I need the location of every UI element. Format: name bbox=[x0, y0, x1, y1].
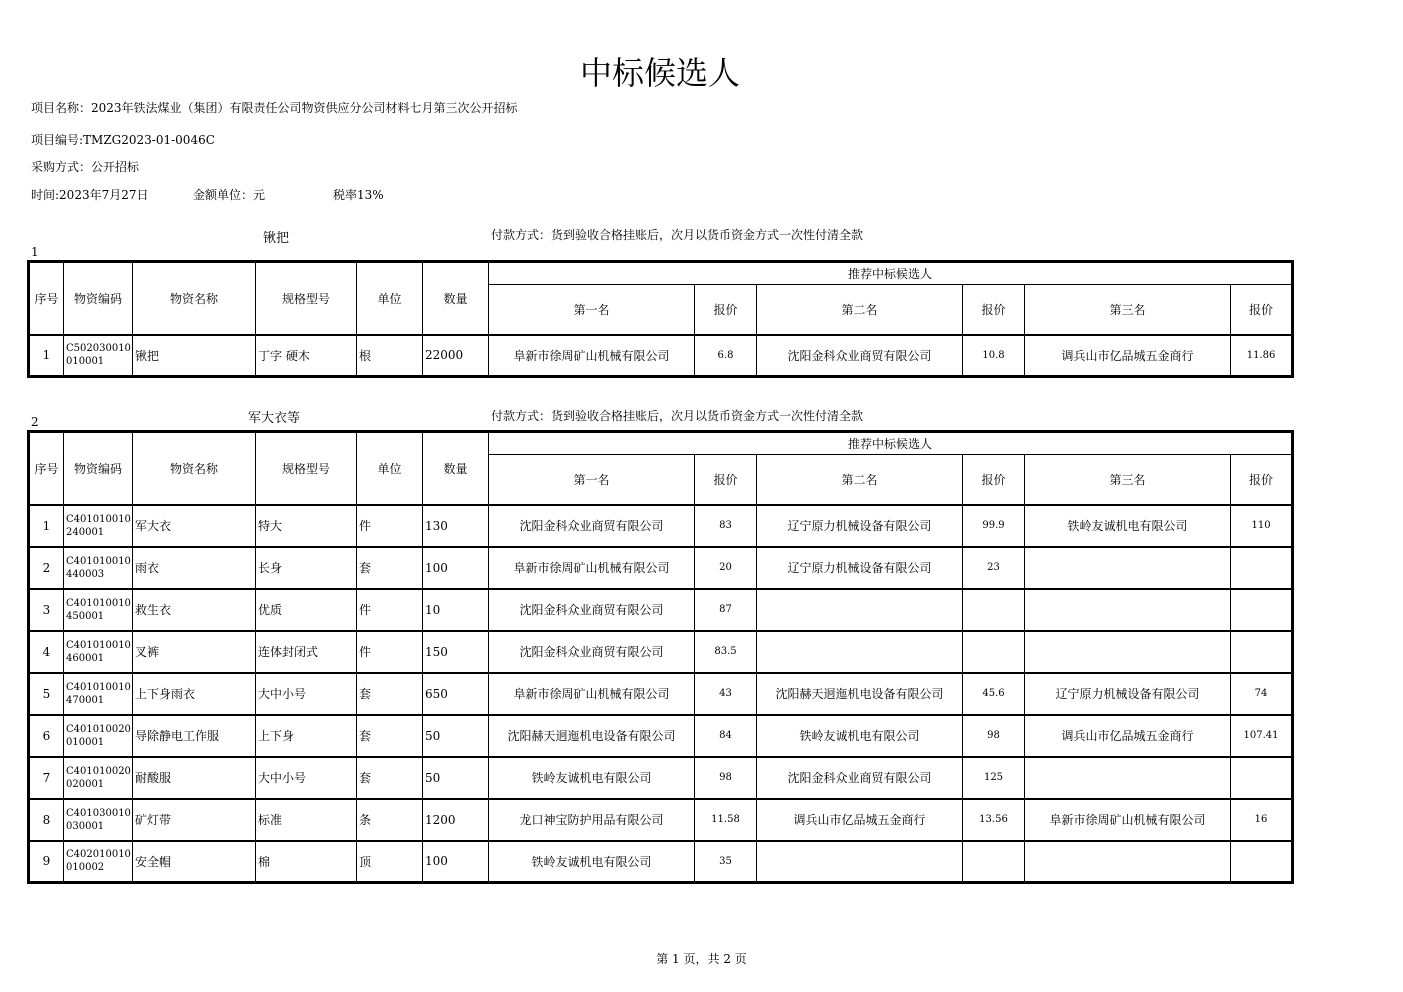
cell-second-price bbox=[963, 589, 1025, 631]
cell-spec: 特大 bbox=[256, 505, 357, 547]
cell-first-price: 98 bbox=[695, 757, 757, 799]
cell-code: C401010010470001 bbox=[64, 673, 133, 715]
cell-second-price: 13.56 bbox=[963, 799, 1025, 841]
header-qty: 数量 bbox=[423, 262, 489, 335]
cell-code: C401010020010001 bbox=[64, 715, 133, 757]
cell-code: C401010010240001 bbox=[64, 505, 133, 547]
cell-first-price: 87 bbox=[695, 589, 757, 631]
cell-name: 雨衣 bbox=[133, 547, 256, 589]
cell-second-company: 铁岭友诚机电有限公司 bbox=[757, 715, 963, 757]
cell-name: 安全帽 bbox=[133, 841, 256, 883]
cell-third-company bbox=[1025, 841, 1231, 883]
table-row bbox=[29, 631, 1293, 673]
cell-first-company: 沈阳金科众业商贸有限公司 bbox=[489, 631, 695, 673]
cell-first-company: 铁岭友诚机电有限公司 bbox=[489, 841, 695, 883]
cell-unit: 套 bbox=[357, 673, 423, 715]
cell-name: 耐酸服 bbox=[133, 757, 256, 799]
cell-spec: 大中小号 bbox=[256, 673, 357, 715]
cell-third-company: 阜新市徐周矿山机械有限公司 bbox=[1025, 799, 1231, 841]
cell-second-price: 10.8 bbox=[963, 335, 1025, 377]
cell-second-company: 沈阳金科众业商贸有限公司 bbox=[757, 335, 963, 377]
cell-name: 救生衣 bbox=[133, 589, 256, 631]
cell-second-company bbox=[757, 631, 963, 673]
cell-unit: 件 bbox=[357, 631, 423, 673]
cell-spec: 棉 bbox=[256, 841, 357, 883]
header-spec: 规格型号 bbox=[256, 432, 357, 505]
header-row bbox=[29, 262, 1293, 285]
cell-second-company bbox=[757, 589, 963, 631]
cell-third-price bbox=[1231, 547, 1293, 589]
cell-code: C401030010030001 bbox=[64, 799, 133, 841]
cell-second-price: 125 bbox=[963, 757, 1025, 799]
header-first: 第一名 bbox=[489, 285, 695, 335]
page-footer: 第 1 页，共 2 页 bbox=[656, 952, 747, 966]
cell-qty: 50 bbox=[423, 757, 489, 799]
cell-third-price: 110 bbox=[1231, 505, 1293, 547]
table-row bbox=[29, 547, 1293, 589]
cell-code: C401010010460001 bbox=[64, 631, 133, 673]
table-row bbox=[29, 757, 1293, 799]
cell-seq: 1 bbox=[29, 505, 64, 547]
header-seq: 序号 bbox=[29, 262, 64, 335]
cell-third-company: 调兵山市亿品城五金商行 bbox=[1025, 335, 1231, 377]
cell-seq: 2 bbox=[29, 547, 64, 589]
cell-second-company: 沈阳金科众业商贸有限公司 bbox=[757, 757, 963, 799]
header-unit: 单位 bbox=[357, 432, 423, 505]
table-row bbox=[29, 589, 1293, 631]
header-price-1: 报价 bbox=[695, 285, 757, 335]
header-price-3: 报价 bbox=[1231, 455, 1293, 505]
cell-unit: 顶 bbox=[357, 841, 423, 883]
cell-code: C502030010010001 bbox=[64, 335, 133, 377]
cell-seq: 3 bbox=[29, 589, 64, 631]
project-code: 项目编号:TMZG2023-01-0046C bbox=[31, 133, 215, 147]
cell-first-price: 83 bbox=[695, 505, 757, 547]
cell-unit: 件 bbox=[357, 589, 423, 631]
header-third: 第三名 bbox=[1025, 455, 1231, 505]
cell-qty: 100 bbox=[423, 841, 489, 883]
cell-first-company: 沈阳金科众业商贸有限公司 bbox=[489, 589, 695, 631]
cell-name: 叉裤 bbox=[133, 631, 256, 673]
cell-qty: 10 bbox=[423, 589, 489, 631]
cell-spec: 连体封闭式 bbox=[256, 631, 357, 673]
cell-first-price: 11.58 bbox=[695, 799, 757, 841]
cell-third-company: 调兵山市亿品城五金商行 bbox=[1025, 715, 1231, 757]
cell-spec: 标准 bbox=[256, 799, 357, 841]
header-code: 物资编码 bbox=[64, 262, 133, 335]
header-qty: 数量 bbox=[423, 432, 489, 505]
cell-third-company bbox=[1025, 757, 1231, 799]
cell-seq: 4 bbox=[29, 631, 64, 673]
cell-spec: 大中小号 bbox=[256, 757, 357, 799]
cell-seq: 5 bbox=[29, 673, 64, 715]
cell-second-price bbox=[963, 631, 1025, 673]
cell-qty: 1200 bbox=[423, 799, 489, 841]
cell-spec: 上下身 bbox=[256, 715, 357, 757]
cell-third-price bbox=[1231, 631, 1293, 673]
table-row bbox=[29, 673, 1293, 715]
header-price-1: 报价 bbox=[695, 455, 757, 505]
cell-unit: 套 bbox=[357, 715, 423, 757]
cell-unit: 根 bbox=[357, 335, 423, 377]
cell-third-price bbox=[1231, 841, 1293, 883]
cell-third-price: 16 bbox=[1231, 799, 1293, 841]
cell-code: C401010010440003 bbox=[64, 547, 133, 589]
cell-unit: 套 bbox=[357, 547, 423, 589]
cell-first-price: 84 bbox=[695, 715, 757, 757]
table-row bbox=[29, 799, 1293, 841]
header-seq: 序号 bbox=[29, 432, 64, 505]
header-recommend: 推荐中标候选人 bbox=[489, 262, 1293, 285]
section-number: 1 bbox=[31, 245, 39, 259]
cell-unit: 套 bbox=[357, 757, 423, 799]
date: 时间:2023年7月27日 bbox=[31, 188, 149, 202]
cell-seq: 9 bbox=[29, 841, 64, 883]
table-row bbox=[29, 505, 1293, 547]
cell-first-price: 20 bbox=[695, 547, 757, 589]
cell-third-company bbox=[1025, 547, 1231, 589]
page-title: 中标候选人 bbox=[579, 54, 740, 92]
section-number: 2 bbox=[31, 415, 39, 429]
header-spec: 规格型号 bbox=[256, 262, 357, 335]
header-second: 第二名 bbox=[757, 455, 963, 505]
cell-first-company: 阜新市徐周矿山机械有限公司 bbox=[489, 335, 695, 377]
project-name: 项目名称：2023年铁法煤业（集团）有限责任公司物资供应分公司材料七月第三次公开招标 bbox=[31, 101, 518, 115]
header-name: 物资名称 bbox=[133, 262, 256, 335]
cell-first-company: 阜新市徐周矿山机械有限公司 bbox=[489, 673, 695, 715]
header-code: 物资编码 bbox=[64, 432, 133, 505]
purchase-method: 采购方式：公开招标 bbox=[31, 160, 140, 174]
cell-name: 上下身雨衣 bbox=[133, 673, 256, 715]
cell-spec: 丁字 硬木 bbox=[256, 335, 357, 377]
cell-third-company: 辽宁原力机械设备有限公司 bbox=[1025, 673, 1231, 715]
table-row bbox=[29, 335, 1293, 377]
cell-spec: 长身 bbox=[256, 547, 357, 589]
cell-third-price: 74 bbox=[1231, 673, 1293, 715]
cell-name: 锹把 bbox=[133, 335, 256, 377]
table-row bbox=[29, 841, 1293, 883]
cell-qty: 130 bbox=[423, 505, 489, 547]
header-recommend: 推荐中标候选人 bbox=[489, 432, 1293, 455]
section-name: 锹把 bbox=[263, 231, 290, 246]
cell-unit: 件 bbox=[357, 505, 423, 547]
cell-qty: 100 bbox=[423, 547, 489, 589]
header-price-2: 报价 bbox=[963, 455, 1025, 505]
header-row bbox=[29, 432, 1293, 455]
cell-second-company: 辽宁原力机械设备有限公司 bbox=[757, 547, 963, 589]
cell-third-price bbox=[1231, 589, 1293, 631]
cell-third-price bbox=[1231, 757, 1293, 799]
currency-unit: 金额单位：元 bbox=[193, 188, 266, 202]
cell-first-company: 沈阳金科众业商贸有限公司 bbox=[489, 505, 695, 547]
cell-code: C402010010010002 bbox=[64, 841, 133, 883]
cell-third-company bbox=[1025, 631, 1231, 673]
header-unit: 单位 bbox=[357, 262, 423, 335]
cell-spec: 优质 bbox=[256, 589, 357, 631]
cell-third-company bbox=[1025, 589, 1231, 631]
cell-first-company: 沈阳赫天迥迤机电设备有限公司 bbox=[489, 715, 695, 757]
cell-first-price: 43 bbox=[695, 673, 757, 715]
cell-second-company bbox=[757, 841, 963, 883]
cell-first-company: 铁岭友诚机电有限公司 bbox=[489, 757, 695, 799]
cell-seq: 8 bbox=[29, 799, 64, 841]
cell-name: 导除静电工作服 bbox=[133, 715, 256, 757]
header-second: 第二名 bbox=[757, 285, 963, 335]
payment-terms: 付款方式：货到验收合格挂账后，次月以货币资金方式一次性付清全款 bbox=[491, 228, 864, 242]
section-name: 军大衣等 bbox=[248, 411, 301, 426]
cell-code: C401010020020001 bbox=[64, 757, 133, 799]
cell-seq: 7 bbox=[29, 757, 64, 799]
cell-second-price: 99.9 bbox=[963, 505, 1025, 547]
cell-second-price bbox=[963, 841, 1025, 883]
bid-table-2 bbox=[27, 430, 1294, 884]
cell-second-price: 45.6 bbox=[963, 673, 1025, 715]
cell-code: C401010010450001 bbox=[64, 589, 133, 631]
cell-third-price: 107.41 bbox=[1231, 715, 1293, 757]
header-first: 第一名 bbox=[489, 455, 695, 505]
cell-second-price: 23 bbox=[963, 547, 1025, 589]
bid-table-1 bbox=[27, 260, 1294, 378]
cell-name: 矿灯带 bbox=[133, 799, 256, 841]
cell-qty: 22000 bbox=[423, 335, 489, 377]
payment-terms: 付款方式：货到验收合格挂账后，次月以货币资金方式一次性付清全款 bbox=[491, 409, 864, 423]
cell-first-company: 阜新市徐周矿山机械有限公司 bbox=[489, 547, 695, 589]
cell-first-price: 83.5 bbox=[695, 631, 757, 673]
cell-second-price: 98 bbox=[963, 715, 1025, 757]
cell-first-price: 6.8 bbox=[695, 335, 757, 377]
header-name: 物资名称 bbox=[133, 432, 256, 505]
table-row bbox=[29, 715, 1293, 757]
cell-first-price: 35 bbox=[695, 841, 757, 883]
cell-third-company: 铁岭友诚机电有限公司 bbox=[1025, 505, 1231, 547]
cell-third-price: 11.86 bbox=[1231, 335, 1293, 377]
cell-unit: 条 bbox=[357, 799, 423, 841]
cell-second-company: 沈阳赫天迥迤机电设备有限公司 bbox=[757, 673, 963, 715]
cell-second-company: 辽宁原力机械设备有限公司 bbox=[757, 505, 963, 547]
tax-rate: 税率13% bbox=[333, 188, 384, 202]
cell-seq: 1 bbox=[29, 335, 64, 377]
cell-qty: 150 bbox=[423, 631, 489, 673]
cell-second-company: 调兵山市亿品城五金商行 bbox=[757, 799, 963, 841]
cell-name: 军大衣 bbox=[133, 505, 256, 547]
header-third: 第三名 bbox=[1025, 285, 1231, 335]
header-price-2: 报价 bbox=[963, 285, 1025, 335]
cell-qty: 650 bbox=[423, 673, 489, 715]
cell-qty: 50 bbox=[423, 715, 489, 757]
header-price-3: 报价 bbox=[1231, 285, 1293, 335]
cell-first-company: 龙口神宝防护用品有限公司 bbox=[489, 799, 695, 841]
cell-seq: 6 bbox=[29, 715, 64, 757]
